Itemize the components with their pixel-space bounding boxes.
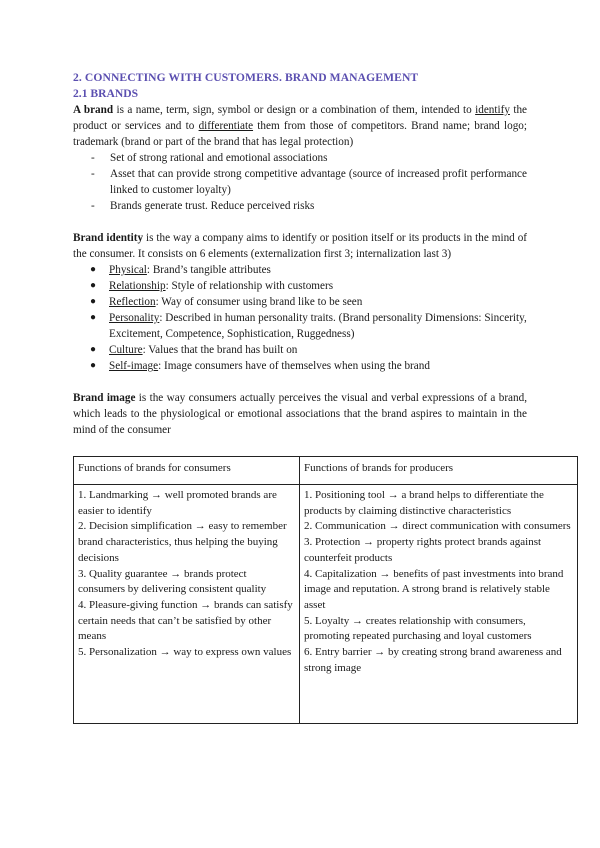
list-item: [73, 262, 527, 278]
brand-points-list: [73, 150, 527, 214]
table-header-row: [74, 457, 578, 485]
brand-image-definition: [73, 390, 527, 438]
table-cell-line: 6. Entry barrier → by creating strong brand awareness and strong image: [304, 646, 562, 674]
section-title: 2. CONNECTING WITH CUSTOMERS. BRAND MANAGEMENT: [73, 71, 419, 84]
element-desc: : Way of consumer using brand like to be seen: [155, 296, 363, 308]
spacer: [73, 214, 527, 230]
spacer: [73, 374, 527, 390]
brand-def-text-a: is a name, term, sign, symbol or design or a combination of them, intended to: [113, 104, 476, 116]
brand-term: A brand: [73, 104, 114, 116]
table-row: [74, 485, 578, 724]
element-desc: : Image consumers have of themselves when using the brand: [158, 360, 430, 372]
differentiate-word: differentiate: [198, 120, 254, 132]
list-item: [73, 294, 527, 310]
table-cell-line: 4. Capitalization → benefits of past investments into brand image and reputation. A strong brand is relatively stable asset: [304, 567, 564, 611]
bullet-icon: ●: [90, 264, 97, 275]
brand-identity-definition: [73, 230, 527, 262]
brand-image-text: is the way consumers actually perceives the visual and verbal expressions of a brand, which leads to the physiological or emotional associations that the brand aspires to maintain in the mind of the consumer: [73, 392, 528, 436]
producers-functions-cell: [300, 485, 578, 724]
table-cell-line: 1. Positioning tool → a brand helps to differentiate the products by claiming distinctive characteristics: [304, 489, 544, 517]
brand-image-term: Brand image: [73, 392, 136, 404]
brand-identity-text: is the way a company aims to identify or position itself or its products in the mind of the consumer. It consists on 6 elements (externalization first 3; internalization last 3): [73, 232, 528, 260]
bullet-icon: ●: [90, 344, 97, 355]
producers-column-header: Functions of brands for producers: [300, 457, 578, 485]
dash-marker: -: [91, 168, 95, 180]
bullet-icon: ●: [90, 296, 97, 307]
brand-definition: [73, 102, 527, 150]
list-item-text: Set of strong rational and emotional associations: [110, 152, 328, 164]
brand-def-text-c: them from those of competitors. Brand name; brand logo; trademark (brand or part of the brand that has legal protection): [73, 120, 527, 148]
document-body: [73, 70, 527, 438]
table-cell-line: 2. Communication → direct communication with consumers: [304, 520, 571, 533]
list-item: [73, 166, 527, 198]
element-name: Culture: [109, 344, 143, 356]
list-item: [73, 358, 527, 374]
list-item: [73, 342, 527, 358]
dash-marker: -: [91, 200, 95, 212]
element-name: Personality: [109, 312, 160, 324]
brand-identity-term: Brand identity: [73, 232, 144, 244]
element-name: Reflection: [109, 296, 156, 308]
table-cell-line: 3. Quality guarantee → brands protect consumers by delivering consistent quality: [78, 567, 267, 596]
element-desc: : Described in human personality traits. (Brand personality Dimensions: Sincerity, Excitement, Competence, Sophistication, Ruggedness): [109, 312, 527, 340]
list-item: [73, 278, 527, 294]
table-cell-line: 3. Protection → property rights protect brands against counterfeit products: [304, 536, 542, 564]
element-name: Physical: [109, 264, 147, 276]
bullet-icon: ●: [90, 280, 97, 291]
list-item: [73, 310, 527, 342]
table-cell-line: 5. Loyalty → creates relationship with consumers, promoting repeated purchasing and loyal customers: [304, 614, 532, 643]
consumers-functions-cell: [74, 485, 300, 724]
element-desc: : Brand’s tangible attributes: [146, 264, 271, 276]
identity-elements-list: [73, 262, 527, 374]
table-cell-line: 4. Pleasure-giving function → brands can satisfy certain needs that can’t be satisfied by other means: [78, 598, 293, 643]
element-desc: : Values that the brand has built on: [142, 344, 298, 356]
element-name: Self-image: [109, 360, 159, 372]
list-item: [73, 198, 527, 214]
list-item-text: Asset that can provide strong competitive advantage (source of increased profit performance linked to customer loyalty): [110, 168, 527, 196]
subsection-title: 2.1 BRANDS: [73, 87, 139, 100]
table-cell-line: 5. Personalization → way to express own values: [78, 646, 292, 659]
element-desc: : Style of relationship with customers: [165, 280, 334, 292]
table-cell-line: 2. Decision simplification → easy to remember brand characteristics, thus helping the buying decisions: [78, 520, 287, 564]
bullet-icon: ●: [90, 312, 97, 323]
list-item: [73, 150, 527, 166]
brand-def-text-b: the product or services and to: [73, 104, 528, 132]
identify-word: identify: [475, 104, 510, 116]
list-item-text: Brands generate trust. Reduce perceived risks: [110, 200, 315, 212]
table-cell-line: 1. Landmarking → well promoted brands are easier to identify: [78, 489, 277, 517]
bullet-icon: ●: [90, 360, 97, 371]
brand-functions-table: [73, 456, 578, 724]
consumers-column-header: Functions of brands for consumers: [74, 457, 300, 485]
dash-marker: -: [91, 152, 95, 164]
element-name: Relationship: [109, 280, 166, 292]
